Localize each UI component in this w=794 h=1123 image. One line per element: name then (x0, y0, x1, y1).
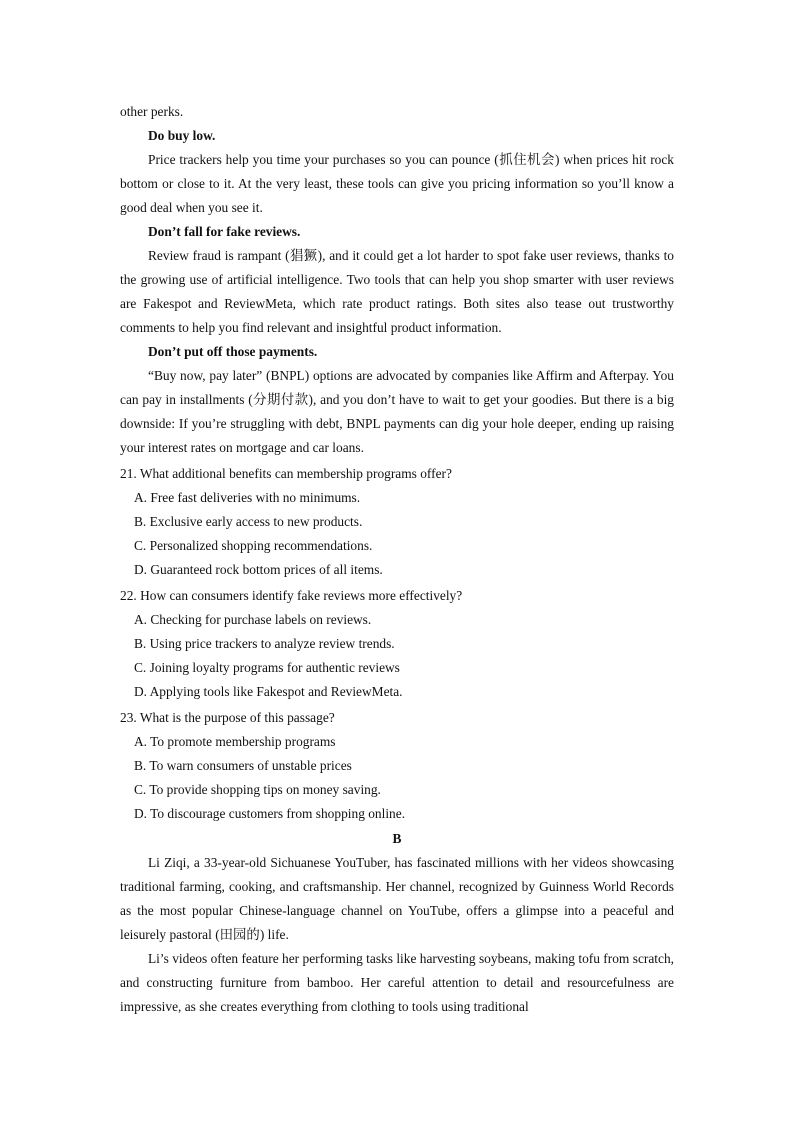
question-22 (120, 584, 674, 704)
option-d: D. Guaranteed rock bottom prices of all items. (134, 562, 383, 577)
section-heading-buy-low: Do buy low. (148, 128, 216, 143)
question-23 (120, 706, 674, 826)
paragraph-review-fraud: Review fraud is rampant (猖獗), and it could get a lot harder to spot fake user reviews, thanks to the growing use of artificial intelligence. Two tools that can help you shop smarter with user reviews are Fakespot and ReviewMeta, which rate product ratings. Both sites also tease out trustworthy comments to help you find relevant and insightful product information. (120, 248, 674, 335)
paragraph-li-ziqi-intro: Li Ziqi, a 33-year-old Sichuanese YouTuber, has fascinated millions with her videos showcasing traditional farming, cooking, and craftsmanship. Her channel, recognized by Guinness World Records as the most popular Chinese-language channel on YouTube, offers a glimpse into a peaceful and leisurely pastoral (田园的) life. (120, 855, 674, 942)
paragraph-bnpl: “Buy now, pay later” (BNPL) options are advocated by companies like Affirm and Afterpay. You can pay in installments (分期付款), and you don’t have to wait to get your goodies. But there is a big downside: If you’re struggling with debt, BNPL payments can dig your hole deeper, ending up raising your interest rates on mortgage and car loans. (120, 368, 674, 455)
option-c: C. Personalized shopping recommendations. (134, 538, 373, 553)
option-b: B. Using price trackers to analyze review trends. (134, 636, 395, 651)
option-a: A. Checking for purchase labels on reviews. (134, 612, 372, 627)
questions (120, 462, 674, 826)
option-c: C. To provide shopping tips on money saving. (134, 782, 381, 797)
option-c: C. Joining loyalty programs for authentic reviews (134, 660, 400, 675)
option-d: D. Applying tools like Fakespot and ReviewMeta. (134, 684, 403, 699)
paragraph-continuation: other perks. (120, 104, 184, 119)
option-d: D. To discourage customers from shopping online. (134, 806, 406, 821)
section-letter: B (392, 831, 402, 846)
paragraph-price-trackers: Price trackers help you time your purchases so you can pounce (抓住机会) when prices hit rock bottom or close to it. At the very least, these tools can give you pricing information so you’ll know a good deal when you see it. (120, 152, 674, 215)
option-b: B. Exclusive early access to new products. (134, 514, 363, 529)
question-21 (120, 462, 674, 582)
page-content (120, 100, 674, 1019)
question-stem: 22. How can consumers identify fake reviews more effectively? (120, 588, 463, 603)
question-stem: 23. What is the purpose of this passage? (120, 710, 335, 725)
section-heading-fake-reviews: Don’t fall for fake reviews. (148, 224, 301, 239)
option-a: A. To promote membership programs (134, 734, 336, 749)
question-stem: 21. What additional benefits can membership programs offer? (120, 466, 452, 481)
passage-a (120, 100, 674, 460)
option-a: A. Free fast deliveries with no minimums. (134, 490, 361, 505)
section-heading-payments: Don’t put off those payments. (148, 344, 318, 359)
paragraph-li-ziqi-videos: Li’s videos often feature her performing tasks like harvesting soybeans, making tofu from scratch, and constructing furniture from bamboo. Her careful attention to detail and resourcefulness are impressive, as she creates everything from clothing to tools using traditional (120, 951, 674, 1014)
passage-b (120, 827, 674, 1019)
option-b: B. To warn consumers of unstable prices (134, 758, 352, 773)
